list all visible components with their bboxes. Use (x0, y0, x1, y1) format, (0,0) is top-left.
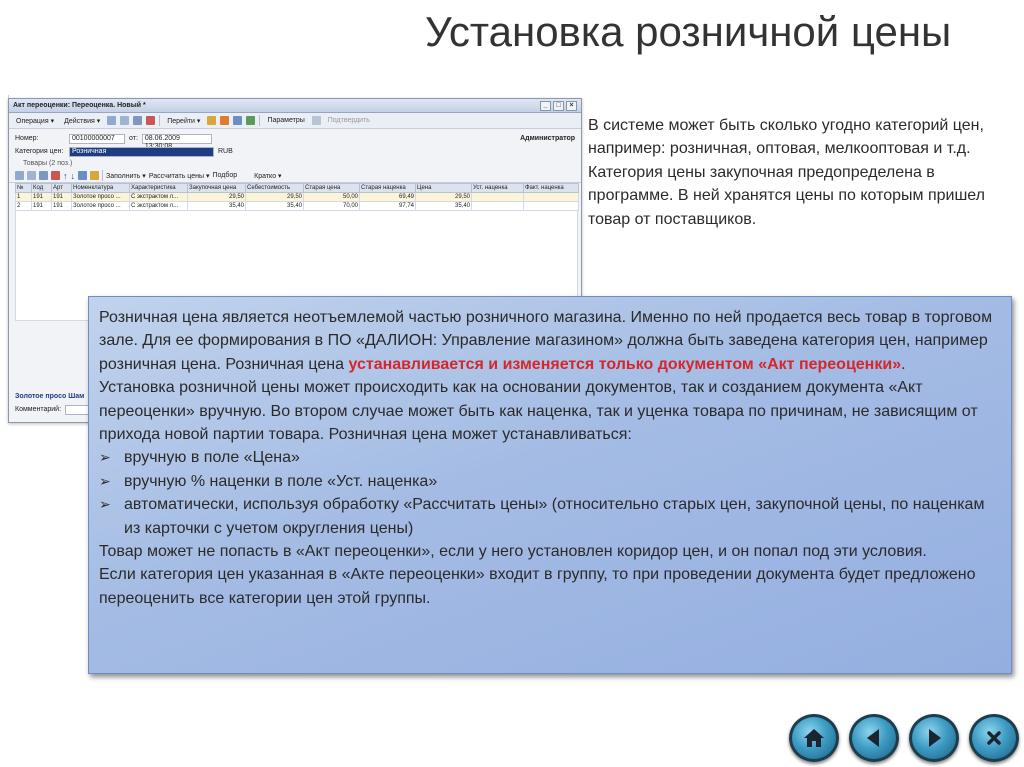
confirm-button[interactable]: Подтвердить (327, 117, 370, 124)
table-cell: 191 (52, 193, 72, 202)
toolbar-separator (102, 170, 103, 181)
table-cell: С экстрактом л... (130, 193, 188, 202)
filter-icon[interactable] (90, 171, 99, 180)
number-row (9, 132, 581, 145)
help-icon[interactable] (207, 116, 216, 125)
row-delete-icon[interactable] (51, 171, 60, 180)
table-icon[interactable] (246, 116, 255, 125)
paragraph-intro (99, 306, 1001, 376)
add-icon[interactable] (107, 116, 116, 125)
goods-tab[interactable]: Товары (2 поз.) (23, 160, 73, 167)
table-cell (472, 202, 524, 211)
table-cell (472, 193, 524, 202)
column-header[interactable]: № (16, 184, 32, 193)
move-up-icon[interactable]: ↑ (63, 170, 68, 181)
table-header-row (16, 184, 579, 193)
column-header[interactable]: Код (32, 184, 52, 193)
table-cell: 69,49 (360, 193, 416, 202)
table-cell: 2 (16, 202, 32, 211)
forward-icon (921, 725, 947, 751)
post-icon[interactable] (312, 116, 321, 125)
table-cell: 35,40 (246, 202, 304, 211)
date-prefix: от: (129, 135, 138, 142)
date-field[interactable]: 08.06.2009 (142, 134, 212, 144)
table-cell: 35,40 (188, 202, 246, 211)
table-cell: Золотое просо ... (72, 202, 130, 211)
column-header[interactable]: Номенклатура (72, 184, 130, 193)
row-copy-icon[interactable] (27, 171, 36, 180)
forward-button[interactable] (909, 714, 959, 762)
currency-label: RUB (218, 148, 233, 155)
paragraph-methods: Установка розничной цены может происходить как на основании документов, так и созданием документа «Акт переоценки» вручную. Во втором случае может быть как наценка, так и уценка товара по причинам, не зависящим от прихода новой партии товара. Розничная цена может устанавливаться: (99, 379, 978, 444)
go-menu[interactable]: Перейти ▾ (167, 117, 201, 125)
goods-toolbar (9, 169, 581, 183)
column-header[interactable]: Уст. наценка (472, 184, 524, 193)
number-label: Номер: (15, 135, 39, 142)
table-cell: 97,74 (360, 202, 416, 211)
list-item-text: вручную в поле «Цена» (124, 449, 300, 467)
table-cell: С экстрактом л... (130, 202, 188, 211)
user-name: Администратор (520, 135, 575, 142)
table-cell: 70,00 (304, 202, 360, 211)
column-header[interactable]: Цена (416, 184, 472, 193)
slide-title: Установка розничной цены (425, 8, 952, 55)
table-cell: 29,50 (246, 193, 304, 202)
list-item-text: автоматически, используя обработку «Рассчитать цены» (относительно старых цен, закупочной цены, по наценкам из карточки с учетом округления цены) (124, 496, 985, 537)
delete-icon[interactable] (146, 116, 155, 125)
home-button[interactable] (789, 714, 839, 762)
arrow-bullet-icon: ➢ (99, 449, 111, 466)
home-icon (801, 725, 827, 751)
table-cell (524, 193, 579, 202)
intro-end: . (901, 355, 906, 373)
highlight-text: устанавливается и изменяется только документом «Акт переоценки» (348, 355, 902, 373)
column-header[interactable]: Закупочная цена (188, 184, 246, 193)
calc-prices-menu[interactable]: Рассчитать цены ▾ (148, 172, 210, 180)
maximize-icon[interactable]: □ (553, 101, 564, 111)
comment-label: Комментарий: (15, 406, 62, 413)
table-cell: 191 (32, 193, 52, 202)
table-cell: 50,00 (304, 193, 360, 202)
intro-text: Розничная цена является неотъемлемой частью розничного магазина. Именно по ней продается весь товар в торговом зале. Для ее формирования в ПО «ДАЛИОН: Управление магазином» должна быть заведена категория цен, например розничная цена. Розничная цена (99, 309, 993, 373)
structure-icon[interactable] (220, 116, 229, 125)
category-label: Категория цен: (15, 148, 64, 155)
list-item-text: вручную % наценки в поле «Уст. наценка» (124, 472, 438, 490)
brief-menu[interactable]: Кратко ▾ (254, 172, 282, 180)
paragraph-group: Если категория цен указанная в «Акте переоценки» входит в группу, то при проведении документа будет предложено переоценить все категории цен этой группы. (99, 566, 976, 607)
column-header[interactable]: Характеристика (130, 184, 188, 193)
category-field[interactable]: Розничная (69, 147, 214, 157)
column-header[interactable]: Себестоимость (246, 184, 304, 193)
copy-icon[interactable] (120, 116, 129, 125)
edit-icon[interactable] (133, 116, 142, 125)
table-cell: 1 (16, 193, 32, 202)
app-window-title: Акт переоценки: Переоценка. Новый * (13, 102, 146, 109)
side-description: В системе может быть сколько угодно категорий цен, например: розничная, оптовая, мелкооптовая и т.д. Категория цены закупочная предопределена в программе. В ней хранятся цены по которым пришел товар от поставщиков. (588, 117, 985, 228)
close-window-icon[interactable]: × (566, 101, 577, 111)
table-row[interactable] (16, 202, 579, 211)
column-header[interactable]: Факт. наценка (524, 184, 579, 193)
fill-menu[interactable]: Заполнить ▾ (106, 172, 146, 180)
select-button[interactable]: Подбор (212, 172, 238, 179)
close-icon (981, 725, 1007, 751)
column-header[interactable]: Старая цена (304, 184, 360, 193)
arrow-bullet-icon: ➢ (99, 496, 111, 513)
move-down-icon[interactable]: ↓ (70, 170, 75, 181)
category-row (9, 145, 581, 158)
back-button[interactable] (849, 714, 899, 762)
sort-icon[interactable] (78, 171, 87, 180)
table-cell: 191 (52, 202, 72, 211)
params-button[interactable]: Параметры (267, 117, 305, 124)
exit-button[interactable] (969, 714, 1019, 762)
row-edit-icon[interactable] (39, 171, 48, 180)
table-cell: 191 (32, 202, 52, 211)
arrow-bullet-icon: ➢ (99, 472, 111, 489)
list-item (99, 493, 1001, 540)
operation-menu[interactable]: Операция ▾ (16, 117, 55, 125)
app-titlebar (9, 99, 581, 113)
paragraph-corridor: Товар может не попасть в «Акт переоценки», если у него установлен коридор цен, и он попал под эти условия. (99, 543, 927, 561)
table-cell: 29,50 (416, 193, 472, 202)
list-item (99, 446, 1001, 469)
report-icon[interactable] (233, 116, 242, 125)
column-header[interactable]: Старая наценка (360, 184, 416, 193)
app-toolbar (9, 113, 581, 129)
list-item (99, 470, 1001, 493)
minimize-icon[interactable]: _ (540, 101, 551, 111)
back-icon (861, 725, 887, 751)
number-field[interactable]: 00100000007 (69, 134, 125, 144)
toolbar-separator (259, 115, 260, 126)
row-add-icon[interactable] (15, 171, 24, 180)
column-header[interactable]: Арт (52, 184, 72, 193)
table-cell: 35,40 (416, 202, 472, 211)
goods-table (15, 183, 579, 211)
table-cell: Золотое просо ... (72, 193, 130, 202)
item-name-link[interactable]: Золотое просо Шам (15, 393, 85, 400)
table-cell (524, 202, 579, 211)
actions-menu[interactable]: Действия ▾ (64, 117, 101, 125)
table-row[interactable] (16, 193, 579, 202)
toolbar-separator (159, 115, 160, 126)
info-box (88, 296, 1012, 674)
table-cell: 29,50 (188, 193, 246, 202)
